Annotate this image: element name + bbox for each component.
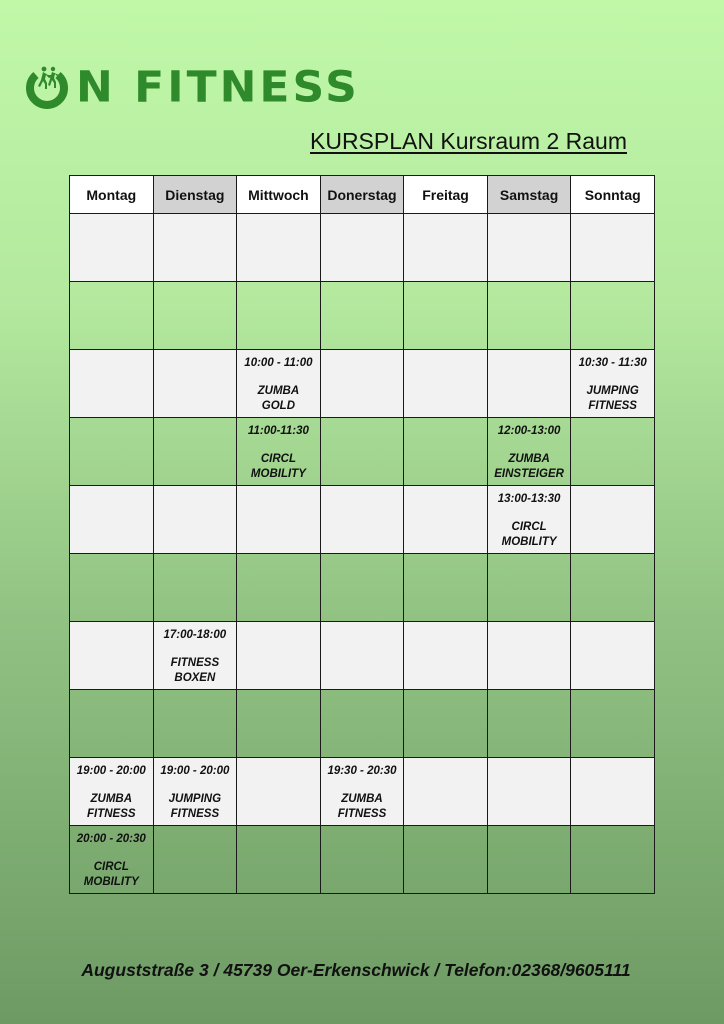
time-row	[70, 826, 655, 894]
day-header-mittwoch: Mittwoch	[237, 176, 321, 214]
schedule-cell	[571, 486, 655, 554]
schedule-cell	[153, 622, 237, 690]
schedule-cell	[487, 350, 571, 418]
schedule-cell	[237, 826, 321, 894]
logo-text: N FITNESS	[76, 62, 360, 113]
course-slot	[154, 758, 237, 822]
schedule-cell	[404, 826, 488, 894]
schedule-cell	[487, 622, 571, 690]
schedule-cell	[153, 418, 237, 486]
schedule-cell	[70, 554, 154, 622]
schedule-cell	[320, 826, 404, 894]
schedule-cell	[404, 350, 488, 418]
schedule-cell	[70, 418, 154, 486]
schedule-cell	[320, 690, 404, 758]
schedule-cell	[571, 554, 655, 622]
course-slot	[237, 350, 320, 414]
course-slot	[488, 418, 571, 482]
power-icon	[22, 63, 72, 113]
schedule-cell	[153, 486, 237, 554]
time-row	[70, 554, 655, 622]
on-fitness-logo	[22, 62, 360, 114]
course-name: ZUMBA GOLD	[257, 385, 300, 412]
schedule-cell	[487, 418, 571, 486]
day-header-row	[70, 176, 655, 214]
schedule-cell	[70, 486, 154, 554]
course-time: 19:30 - 20:30	[327, 765, 397, 777]
schedule-cell	[571, 690, 655, 758]
schedule-cell	[153, 758, 237, 826]
schedule-cell	[404, 214, 488, 282]
schedule-cell	[571, 826, 655, 894]
schedule-cell	[320, 486, 404, 554]
schedule-cell	[404, 418, 488, 486]
schedule-cell	[237, 554, 321, 622]
schedule-cell	[70, 826, 154, 894]
schedule-cell	[153, 554, 237, 622]
course-name: ZUMBA FITNESS	[87, 793, 136, 820]
time-row	[70, 486, 655, 554]
course-slot	[321, 758, 404, 822]
schedule-cell	[237, 622, 321, 690]
schedule-cell	[571, 282, 655, 350]
schedule-cell	[487, 214, 571, 282]
day-header-freitag: Freitag	[404, 176, 488, 214]
schedule-cell	[404, 486, 488, 554]
time-row	[70, 418, 655, 486]
course-name: CIRCL MOBILITY	[83, 861, 139, 888]
schedule-cell	[70, 350, 154, 418]
schedule-cell	[237, 282, 321, 350]
schedule-cell	[237, 418, 321, 486]
course-name: CIRCL MOBILITY	[501, 521, 557, 548]
schedule-cell	[487, 486, 571, 554]
page-subtitle: KURSPLAN Kursraum 2 Raum	[310, 128, 627, 154]
schedule-cell	[320, 350, 404, 418]
schedule-cell	[404, 690, 488, 758]
schedule-cell	[571, 622, 655, 690]
time-row	[70, 690, 655, 758]
course-time: 10:00 - 11:00	[244, 357, 313, 369]
day-header-sonntag: Sonntag	[571, 176, 655, 214]
day-header-montag: Montag	[70, 176, 154, 214]
schedule-cell	[70, 214, 154, 282]
course-slot	[237, 418, 320, 482]
course-name: ZUMBA FITNESS	[337, 793, 387, 820]
schedule-cell	[237, 758, 321, 826]
time-row	[70, 282, 655, 350]
schedule-cell	[320, 214, 404, 282]
course-slot	[70, 758, 153, 822]
course-time: 17:00-18:00	[163, 629, 227, 641]
schedule-cell	[153, 214, 237, 282]
schedule-cell	[320, 554, 404, 622]
schedule-cell	[404, 554, 488, 622]
course-name: JUMPING FITNESS	[168, 793, 222, 820]
schedule-cell	[237, 350, 321, 418]
course-slot	[488, 486, 571, 550]
schedule-cell	[571, 350, 655, 418]
schedule-cell	[404, 758, 488, 826]
time-row	[70, 350, 655, 418]
schedule-cell	[237, 690, 321, 758]
course-time: 10:30 - 11:30	[578, 357, 647, 369]
course-slot	[571, 350, 654, 414]
address-footer: Auguststraße 3 / 45739 Oer-Erkenschwick / Telefon:02368/9605111	[81, 960, 631, 980]
schedule-cell	[571, 758, 655, 826]
day-header-dienstag: Dienstag	[153, 176, 237, 214]
course-name: ZUMBA EINSTEIGER	[494, 453, 564, 480]
day-header-samstag: Samstag	[487, 176, 571, 214]
schedule-cell	[153, 690, 237, 758]
schedule-cell	[320, 758, 404, 826]
schedule-cell	[487, 826, 571, 894]
course-time: 20:00 - 20:30	[76, 833, 146, 845]
schedule-cell	[320, 282, 404, 350]
course-name: FITNESS BOXEN	[170, 657, 220, 684]
course-name: JUMPING FITNESS	[586, 385, 639, 412]
schedule-cell	[487, 690, 571, 758]
schedule-cell	[153, 282, 237, 350]
course-time: 19:00 - 20:00	[160, 765, 230, 777]
schedule-table	[69, 175, 655, 894]
schedule-cell	[237, 486, 321, 554]
time-row	[70, 622, 655, 690]
course-time: 19:00 - 20:00	[76, 765, 146, 777]
schedule-cell	[320, 418, 404, 486]
course-slot	[70, 826, 153, 890]
schedule-cell	[487, 758, 571, 826]
schedule-body	[70, 214, 655, 894]
schedule-cell	[404, 622, 488, 690]
schedule-cell	[571, 418, 655, 486]
schedule-cell	[487, 554, 571, 622]
course-slot	[154, 622, 237, 686]
schedule-cell	[153, 350, 237, 418]
course-name: CIRCL MOBILITY	[250, 453, 306, 480]
schedule-cell	[153, 826, 237, 894]
time-row	[70, 214, 655, 282]
course-time: 13:00-13:30	[497, 493, 561, 505]
schedule-cell	[70, 758, 154, 826]
time-row	[70, 758, 655, 826]
schedule-cell	[70, 622, 154, 690]
course-time: 11:00-11:30	[247, 425, 309, 437]
schedule-cell	[571, 214, 655, 282]
schedule-cell	[487, 282, 571, 350]
schedule-cell	[70, 282, 154, 350]
day-header-donerstag: Donerstag	[320, 176, 404, 214]
schedule-cell	[320, 622, 404, 690]
schedule-cell	[404, 282, 488, 350]
course-time: 12:00-13:00	[497, 425, 561, 437]
schedule-cell	[237, 214, 321, 282]
schedule-cell	[70, 690, 154, 758]
